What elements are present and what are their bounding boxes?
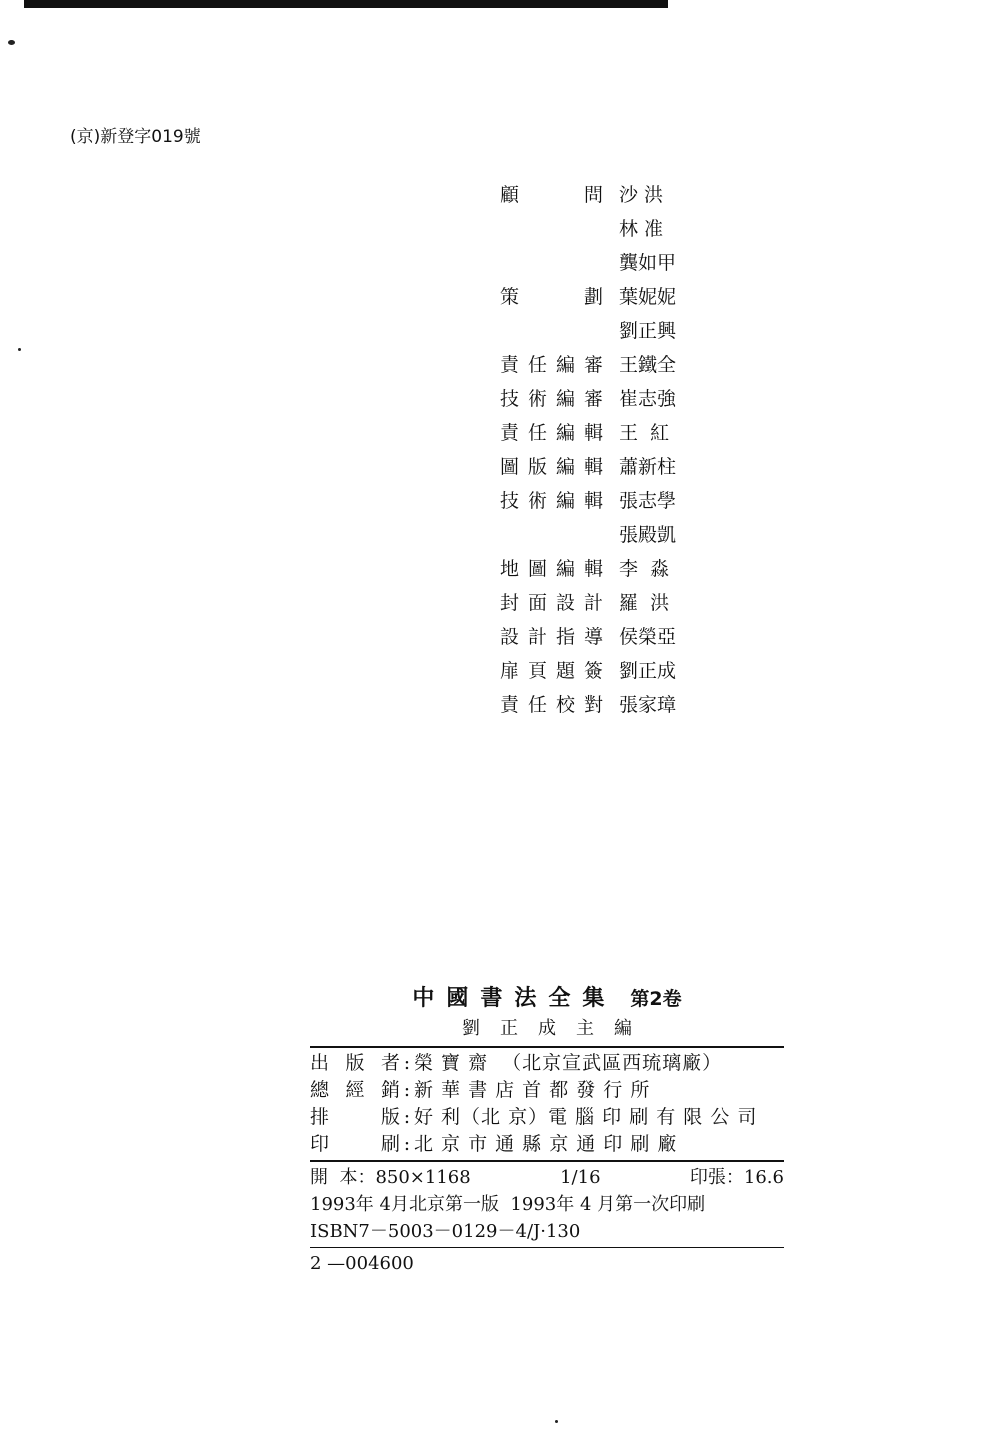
credit-role-char: 編	[555, 557, 575, 580]
publishing-row	[310, 1104, 784, 1131]
credit-role-char: 面	[527, 591, 547, 614]
publishing-label-char: 版	[380, 1106, 400, 1128]
credit-role	[500, 588, 603, 615]
credit-role-char: 校	[555, 693, 575, 716]
publishing-value: 榮 寶 齋 （北京宣武區西琉璃廠）	[414, 1052, 723, 1074]
publishing-label-char: 出	[310, 1052, 330, 1074]
credit-role-char: 圖	[527, 557, 547, 580]
divider	[310, 1247, 784, 1248]
credit-role-char: 任	[527, 421, 547, 444]
publishing-label-char: 者	[380, 1052, 400, 1074]
isbn: ISBN7－5003－0129－4/J·130	[310, 1221, 581, 1242]
publishing-value: 北 京 市 通 縣 京 通 印 刷 廠	[414, 1133, 678, 1155]
credit-row	[500, 652, 700, 686]
credit-row	[500, 516, 700, 550]
publishing-label	[310, 1131, 400, 1158]
format-row	[310, 1164, 784, 1191]
credit-row	[500, 244, 700, 278]
credit-role-char: 編	[555, 387, 575, 410]
credit-role	[500, 622, 603, 649]
series-title-line	[310, 982, 784, 1014]
credit-role-char: 劃	[583, 285, 603, 308]
credit-row	[500, 618, 700, 652]
series-title: 中國書法全集	[412, 985, 617, 1011]
credit-name: 王 紅	[619, 421, 670, 444]
credit-name: 王鐵全	[619, 353, 677, 376]
registration-number: (京)新登字019號	[70, 127, 201, 147]
credit-role-char: 輯	[583, 557, 603, 580]
credit-row	[500, 312, 700, 346]
top-border-bar	[24, 0, 668, 8]
format-fraction: 1/16	[560, 1167, 601, 1188]
publishing-label	[310, 1104, 400, 1131]
credit-role-char: 編	[555, 421, 575, 444]
credit-role-char: 輯	[583, 421, 603, 444]
credit-role	[500, 180, 603, 207]
publishing-label-char: 印	[310, 1133, 330, 1155]
credit-name: 崔志強	[619, 387, 677, 410]
credit-role	[500, 554, 603, 581]
colon-separator: :	[403, 1079, 411, 1101]
printed-sheets: 印張：16.6	[689, 1167, 784, 1188]
publishing-value: 好 利（北 京）電 腦 印 刷 有 限 公 司	[414, 1106, 758, 1128]
credit-role-char: 術	[527, 489, 547, 512]
colophon	[310, 982, 784, 1278]
credit-name: 羅 洪	[619, 591, 670, 614]
publishing-row	[310, 1050, 784, 1077]
credit-role-char: 題	[555, 659, 575, 682]
credit-name: 張殿凱	[619, 523, 677, 546]
credit-row	[500, 482, 700, 516]
credit-role-char: 問	[583, 183, 603, 206]
credit-role-char: 計	[527, 625, 547, 648]
credit-role-char: 編	[555, 353, 575, 376]
credit-name: 蕭新柱	[619, 455, 677, 478]
divider	[310, 1046, 784, 1048]
volume-number: 第2卷	[630, 988, 682, 1010]
credit-role-char: 審	[583, 387, 603, 410]
chief-editor: 劉正成主編	[462, 1018, 652, 1039]
colon-separator: :	[403, 1133, 411, 1155]
edition-info: 1993年 4月北京第一版 1993年 4 月第一次印刷	[310, 1194, 706, 1215]
credit-role	[500, 690, 603, 717]
credit-role-char: 設	[555, 591, 575, 614]
credit-role-char: 導	[583, 625, 603, 648]
publishing-label-char: 銷	[380, 1079, 400, 1101]
publishing-label-char: 經	[345, 1079, 365, 1101]
credit-role-char: 版	[527, 455, 547, 478]
credit-role-char: 對	[583, 693, 603, 716]
credit-role	[500, 384, 603, 411]
ink-speck	[555, 1420, 558, 1423]
colon-separator: :	[403, 1106, 411, 1128]
credit-role-char: 責	[500, 353, 520, 376]
credit-role-char: 封	[500, 591, 520, 614]
credit-role-char: 頁	[527, 659, 547, 682]
serial-number: 2 —004600	[310, 1253, 414, 1274]
credit-role	[500, 452, 603, 479]
credit-role-char: 技	[500, 387, 520, 410]
credit-row	[500, 346, 700, 380]
publishing-label-char: 刷	[380, 1133, 400, 1155]
credit-name: 沙 洪	[619, 183, 664, 206]
credit-role-char: 圖	[500, 455, 520, 478]
colon-separator: :	[403, 1052, 411, 1074]
divider	[310, 1160, 784, 1162]
credit-role	[500, 282, 603, 309]
ink-speck	[18, 348, 21, 351]
credit-role-char: 顧	[500, 183, 520, 206]
credit-name: 林 准	[619, 217, 664, 240]
credit-name: 侯榮亞	[619, 625, 677, 648]
credit-role	[500, 418, 603, 445]
credit-role-char: 編	[555, 455, 575, 478]
credit-row	[500, 210, 700, 244]
credit-name: 張家璋	[619, 693, 677, 716]
credit-row	[500, 380, 700, 414]
credit-name: 李 淼	[619, 557, 670, 580]
credit-name: 龔如甲	[619, 251, 677, 274]
credit-role-char: 審	[583, 353, 603, 376]
credit-role-char: 輯	[583, 455, 603, 478]
publishing-label	[310, 1050, 400, 1077]
credit-role-char: 任	[527, 353, 547, 376]
credit-role-char: 任	[527, 693, 547, 716]
credit-role-char: 扉	[500, 659, 520, 682]
credit-role-char: 術	[527, 387, 547, 410]
credit-row	[500, 448, 700, 482]
publishing-row	[310, 1077, 784, 1104]
publishing-label-char: 總	[310, 1079, 330, 1101]
credit-role-char: 計	[583, 591, 603, 614]
credit-name: 葉妮妮	[619, 285, 677, 308]
credit-role-char: 責	[500, 421, 520, 444]
publishing-label-char: 版	[345, 1052, 365, 1074]
credit-role-char: 簽	[583, 659, 603, 682]
credit-row	[500, 414, 700, 448]
credit-name: 劉正興	[619, 319, 677, 342]
credit-row	[500, 278, 700, 312]
credit-role	[500, 656, 603, 683]
credit-role	[500, 486, 603, 513]
credit-role-char: 策	[500, 285, 520, 308]
credit-role-char: 地	[500, 557, 520, 580]
ink-speck	[8, 40, 15, 45]
credit-row	[500, 550, 700, 584]
credit-row	[500, 176, 700, 210]
credit-name: 劉正成	[619, 659, 677, 682]
credit-row	[500, 686, 700, 720]
publishing-label	[310, 1077, 400, 1104]
credit-role-char: 編	[555, 489, 575, 512]
credit-name: 張志學	[619, 489, 677, 512]
credit-role	[500, 350, 603, 377]
credit-role-char: 責	[500, 693, 520, 716]
credit-role-char: 設	[500, 625, 520, 648]
credit-role-char: 技	[500, 489, 520, 512]
publishing-info	[310, 1050, 784, 1158]
credit-role-char: 輯	[583, 489, 603, 512]
credit-row	[500, 584, 700, 618]
publishing-row	[310, 1131, 784, 1158]
publishing-value: 新 華 書 店 首 都 發 行 所	[414, 1079, 651, 1101]
publishing-label-char: 排	[310, 1106, 330, 1128]
credit-role-char: 指	[555, 625, 575, 648]
credits-list	[500, 176, 700, 720]
format-size: 開 本：850×1168	[310, 1167, 471, 1188]
